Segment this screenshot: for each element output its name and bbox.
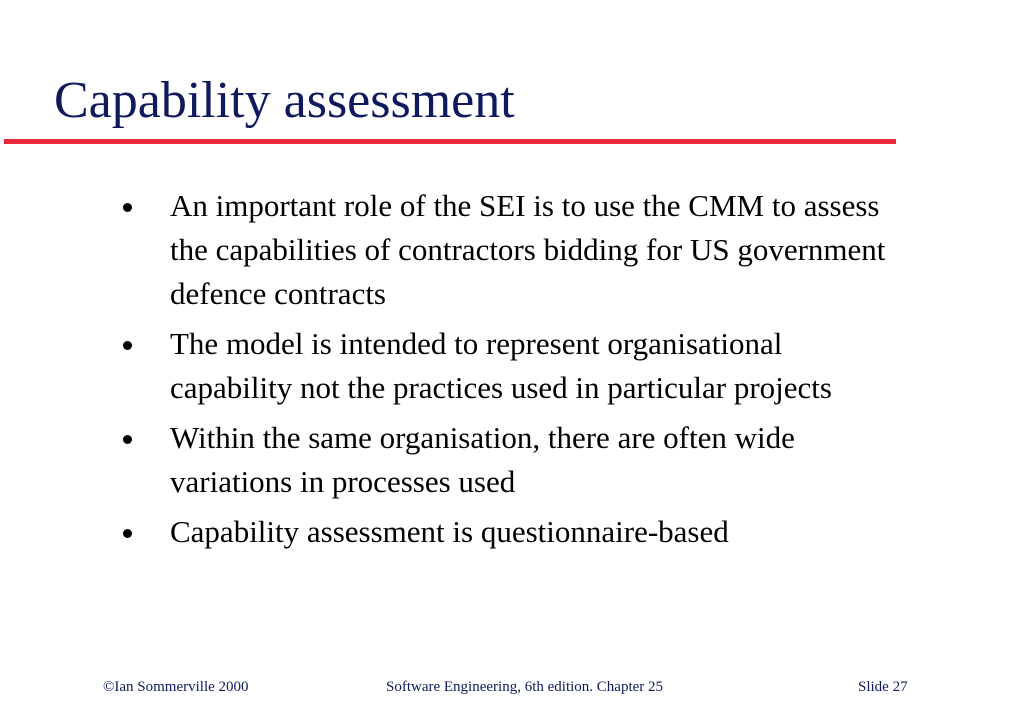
slide-title: Capability assessment (54, 72, 515, 129)
bullet-item (118, 416, 908, 504)
bullet-dot-icon (123, 203, 132, 212)
footer-copyright: ©Ian Sommerville 2000 (103, 679, 249, 695)
footer-slide-number: Slide 27 (858, 679, 908, 695)
bullet-text: An important role of the SEI is to use the CMM to assess the capabilities of contractors bidding for US government defence contracts (170, 188, 886, 311)
bullet-item (118, 184, 908, 316)
bullet-item (118, 510, 908, 554)
bullet-text: Within the same organisation, there are often wide variations in processes used (170, 420, 795, 499)
bullet-dot-icon (123, 341, 132, 350)
bullet-list (118, 184, 908, 560)
bullet-item (118, 322, 908, 410)
bullet-dot-icon (123, 529, 132, 538)
footer-book-title: Software Engineering, 6th edition. Chapter 25 (386, 679, 664, 695)
bullet-text: The model is intended to represent organisational capability not the practices used in particular projects (170, 326, 832, 405)
bullet-dot-icon (123, 435, 132, 444)
title-underline-rule (4, 139, 896, 144)
bullet-text: Capability assessment is questionnaire-based (170, 514, 729, 549)
